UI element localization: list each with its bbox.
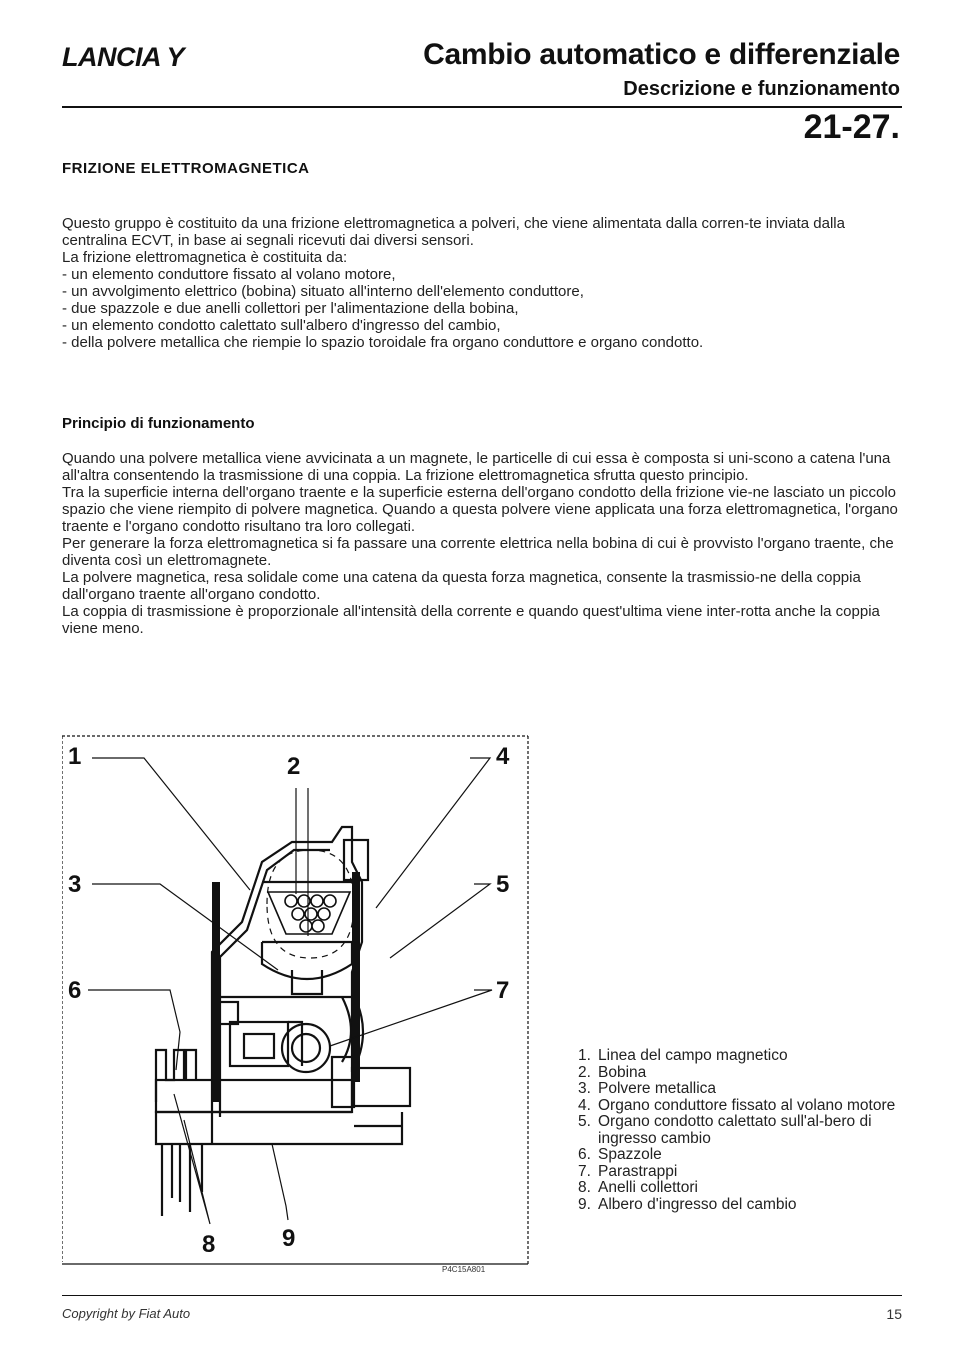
page-code: 21-27. (803, 108, 900, 146)
paragraph: Tra la superficie interna dell'organo traente e la superficie esterna dell'organo condotto della frizione vie-ne lasciato un piccolo spazio che viene riempito di polvere magnetica. Quando a questa polvere viene applicata una forza elettromagnetica, l'organo traente e l'organo condotto risultano tra loro collegati. (62, 484, 898, 535)
list-item: - un avvolgimento elettrico (bobina) situato all'interno dell'elemento conduttore, (62, 283, 584, 300)
brand-name: LANCIA Y (62, 42, 185, 72)
paragraph: Questo gruppo è costituito da una frizione elettromagnetica a polveri, che viene alimentata dalla corren-te inviata dalla centralina ECVT, in base ai segnali ricevuti dai diversi sensori. (62, 215, 845, 249)
legend-item: 9. Albero d'ingresso del cambio (578, 1195, 797, 1213)
paragraph: Per generare la forza elettromagnetica si fa passare una corrente elettrica nella bobina di cui è provvisto l'organo traente, che diventa così un elettromagnete. (62, 535, 894, 569)
list-item: - un elemento condotto calettato sull'albero d'ingresso del cambio, (62, 317, 501, 334)
callout-2: 2 (287, 753, 301, 780)
footer-divider (62, 1295, 902, 1296)
paragraph: La frizione elettromagnetica è costituita da: (62, 249, 348, 266)
section-heading-principio: Principio di funzionamento (62, 415, 255, 432)
intro-text (62, 215, 904, 351)
paragraph: La polvere magnetica, resa solidale come una catena da questa forza magnetica, consente la trasmissio-ne della coppia dall'organo traente all'organo condotto. (62, 569, 861, 603)
callout-8: 8 (202, 1231, 216, 1258)
clutch-diagram (62, 732, 532, 1272)
callout-1: 1 (68, 743, 82, 770)
legend-item: 4. Organo conduttore fissato al volano motore (578, 1096, 896, 1114)
list-item: - un elemento conduttore fissato al volano motore, (62, 266, 396, 283)
principio-text (62, 450, 904, 637)
legend-item: 8. Anelli collettori (578, 1179, 698, 1196)
callout-5: 5 (496, 871, 510, 898)
legend-item: 7. Parastrappi (578, 1162, 678, 1180)
legend-item: 2. Bobina (578, 1063, 647, 1081)
section-heading-frizione: FRIZIONE ELETTROMAGNETICA (62, 160, 310, 177)
paragraph: La coppia di trasmissione è proporzionale all'intensità della corrente e quando quest'ultima viene inter-rotta anche la coppia viene meno. (62, 603, 880, 637)
callout-6: 6 (68, 977, 82, 1004)
callout-7: 7 (496, 977, 510, 1004)
paragraph: Quando una polvere metallica viene avvicinata a un magnete, le particelle di cui essa è composta si uni-scono a catena l'una all'altra consentendo la trasmissione di una coppia. La frizione elettromagnetica sfrutta questo principio. (62, 450, 891, 484)
list-item: - della polvere metallica che riempie lo spazio toroidale fra organo conduttore e organo condotto. (62, 334, 704, 351)
header-divider (62, 106, 902, 108)
legend-item: 3. Polvere metallica (578, 1080, 717, 1097)
callout-4: 4 (496, 743, 510, 770)
page-number: 15 (886, 1306, 902, 1322)
figure-legend (578, 1048, 908, 1213)
page-title: Cambio automatico e differenziale (423, 38, 900, 71)
figure-code: P4C15A801 (442, 1265, 486, 1272)
callout-3: 3 (68, 871, 82, 898)
legend-item: 6. Spazzole (578, 1146, 662, 1163)
list-item: - due spazzole e due anelli collettori per l'alimentazione della bobina, (62, 300, 519, 317)
copyright-notice: Copyright by Fiat Auto (62, 1306, 191, 1321)
legend-item: 5. Organo condotto calettato sull'al-bero di ingresso cambio (578, 1113, 872, 1147)
legend-item: 1. Linea del campo magnetico (578, 1047, 788, 1064)
callout-9: 9 (282, 1225, 296, 1252)
page-subtitle: Descrizione e funzionamento (623, 78, 900, 100)
